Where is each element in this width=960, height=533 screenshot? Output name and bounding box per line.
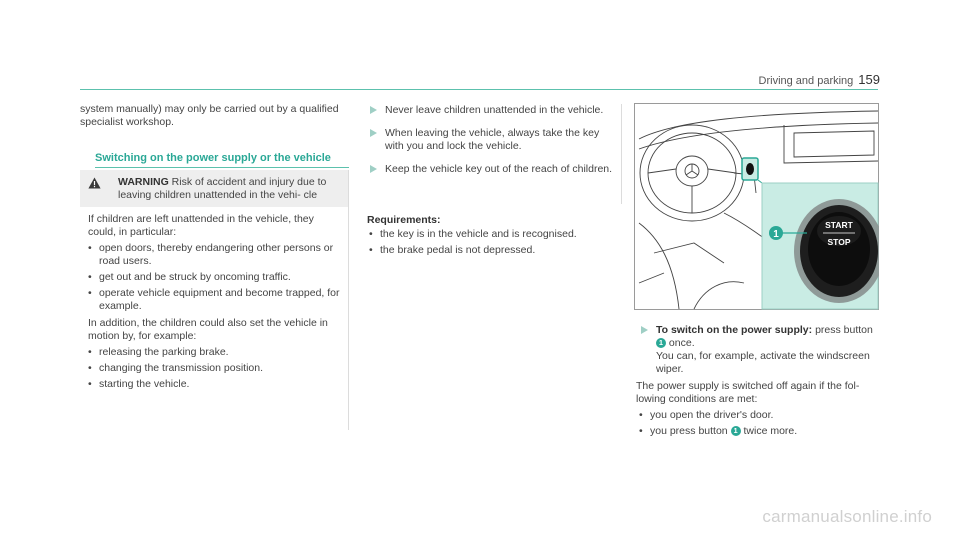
warning-triangle-icon: [88, 177, 101, 189]
step-arrow-icon: [641, 326, 648, 334]
list-item: • starting the vehicle.: [88, 378, 340, 391]
figure-callout: 1: [773, 229, 779, 240]
watermark: carmanualsonline.info: [762, 507, 932, 526]
step-text: When leaving the vehicle, always take the key with you and lock the vehicle.: [385, 127, 600, 152]
step-arrow-icon: [370, 165, 377, 173]
page-number: 159: [858, 72, 880, 87]
step-text: Never leave children unattended in the vehicle.: [385, 104, 604, 116]
button-number-badge: 1: [656, 338, 666, 348]
list-item: • changing the transmission position.: [88, 362, 340, 375]
step-item: [365, 127, 621, 153]
requirements-title: Requirements:: [367, 214, 441, 226]
action-note: You can, for example, activate the windscreen wiper.: [656, 350, 870, 375]
ignition-figure: [634, 103, 879, 310]
requirement-item: • the key is in the vehicle and is recognised.: [369, 228, 617, 241]
warning-body: [80, 207, 348, 391]
intro-text: system manually) may only be carried out by a qualified specialist workshop.: [80, 103, 339, 128]
list-item: • operate vehicle equipment and become trapped, for example.: [88, 287, 340, 313]
condition-text: you press button: [650, 425, 728, 437]
step-text: Keep the vehicle key out of the reach of children.: [385, 163, 613, 175]
action-block: [636, 324, 881, 438]
condition-item: [639, 425, 881, 438]
warning-header: [80, 170, 348, 207]
action-step: [636, 324, 881, 376]
step-arrow-icon: [370, 129, 377, 137]
action-label: To switch on the power supply:: [656, 324, 813, 336]
list-item: • releasing the parking brake.: [88, 346, 340, 359]
warning-box: [80, 170, 349, 430]
stop-label: STOP: [827, 237, 851, 247]
start-label: START: [825, 220, 853, 230]
action-once: once.: [668, 337, 695, 349]
condition-item: • you open the driver's door.: [639, 409, 881, 422]
list-item: • get out and be struck by oncoming traffic.: [88, 271, 340, 284]
requirements: [367, 214, 617, 257]
action-text: press button: [815, 324, 873, 336]
button-number-badge: 1: [731, 426, 741, 436]
list-item: • open doors, thereby endangering other persons or road users.: [88, 242, 340, 268]
running-header: [759, 72, 880, 87]
header-rule: [80, 89, 878, 90]
section-heading: Switching on the power supply or the vehicle: [95, 152, 331, 164]
requirement-item: • the brake pedal is not depressed.: [369, 244, 617, 257]
step-item: [365, 104, 621, 117]
section-title: Driving and parking: [758, 75, 854, 87]
condition-text: twice more.: [743, 425, 798, 437]
step-item: [365, 163, 621, 176]
warning-text: Risk of accident and injury due to leaving children unattended in the vehi- cle: [118, 176, 327, 201]
step-arrow-icon: [370, 106, 377, 114]
warning-paragraph-1: If children are left unattended in the vehicle, they could, in particular:: [88, 213, 314, 238]
power-off-paragraph: The power supply is switched off again if the fol- lowing conditions are met:: [636, 380, 860, 405]
warning-paragraph-2: In addition, the children could also set the vehicle in motion by, for example:: [88, 317, 328, 342]
warning-title: WARNING: [118, 176, 169, 188]
section-heading-block: [95, 152, 349, 168]
heading-rule: [95, 167, 349, 168]
instruction-steps: [365, 104, 622, 204]
